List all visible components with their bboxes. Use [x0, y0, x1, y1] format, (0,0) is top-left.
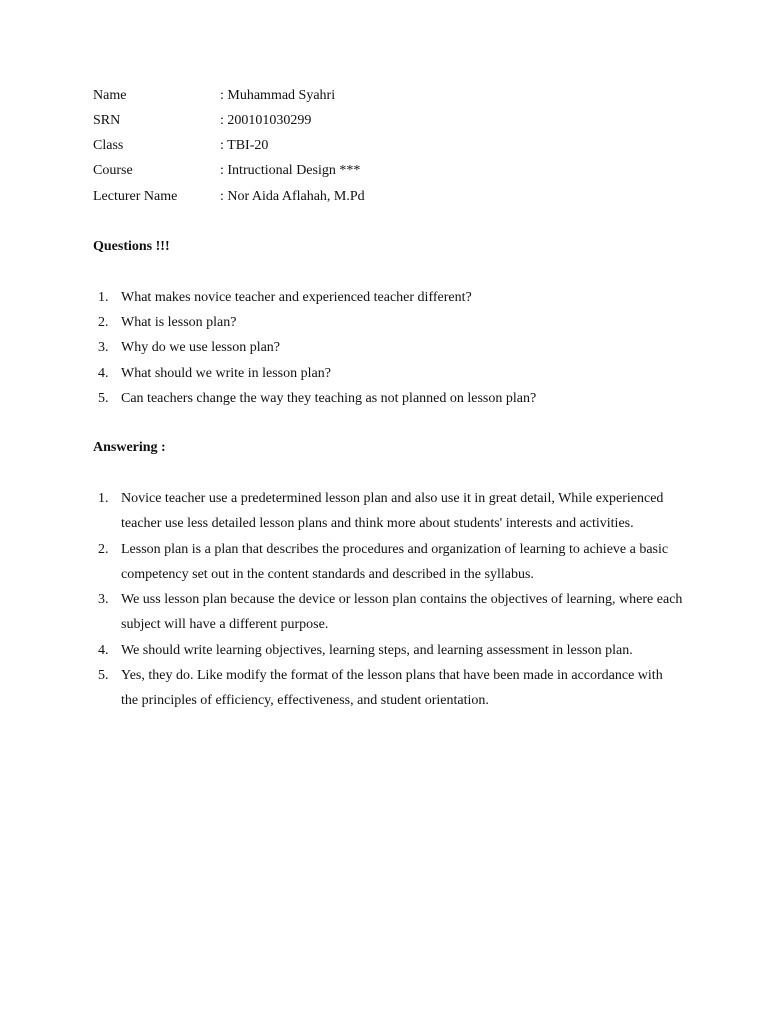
list-item [93, 285, 683, 310]
answer-text: Lesson plan is a plan that describes the procedures and organization of learning to achieve a basic competency set out in the content standards and described in the syllabus. [121, 541, 669, 582]
info-label: Course [93, 163, 133, 178]
list-item [93, 663, 683, 714]
info-label: Class [93, 138, 124, 153]
question-text: What makes novice teacher and experienced teacher different? [121, 290, 472, 305]
answer-text: We should write learning objectives, learning steps, and learning assessment in lesson plan. [121, 642, 633, 658]
list-number: 3. [98, 592, 109, 608]
questions-list [93, 285, 683, 411]
list-item [93, 587, 683, 638]
list-number: 5. [98, 668, 109, 684]
info-label: SRN [93, 113, 121, 128]
list-item [93, 335, 683, 360]
list-item [93, 537, 683, 588]
answers-list [93, 486, 683, 714]
info-value: : TBI-20 [220, 138, 269, 153]
info-label: Lecturer Name [93, 189, 178, 204]
list-number: 1. [98, 290, 109, 305]
list-number: 2. [98, 541, 109, 557]
info-value: : Muhammad Syahri [220, 88, 336, 103]
answer-text: We uss lesson plan because the device or lesson plan contains the objectives of learning, where each subject will have a different purpose. [121, 592, 683, 633]
info-value: : Intructional Design *** [220, 163, 361, 178]
list-item [93, 638, 683, 663]
question-text: Can teachers change the way they teaching as not planned on lesson plan? [121, 390, 537, 406]
list-item [93, 386, 683, 411]
answers-heading: Answering : [93, 440, 166, 455]
question-text: What should we write in lesson plan? [121, 365, 331, 381]
answer-text: Yes, they do. Like modify the format of the lesson plans that have been made in accordance with the principles of efficiency, effectiveness, and student orientation. [121, 668, 663, 709]
list-item [93, 486, 683, 537]
list-item [93, 310, 683, 335]
list-number: 5. [98, 390, 109, 406]
answer-text: Novice teacher use a predetermined lesson plan and also use it in great detail, While experienced teacher use less detailed lesson plans and think more about students' interests and activities. [121, 491, 664, 532]
list-number: 2. [98, 315, 109, 331]
info-value: : 200101030299 [220, 113, 312, 128]
question-text: Why do we use lesson plan? [121, 340, 281, 356]
list-item [93, 361, 683, 386]
question-text: What is lesson plan? [121, 315, 237, 331]
info-value: : Nor Aida Aflahah, M.Pd [220, 189, 365, 204]
list-number: 4. [98, 365, 109, 381]
list-number: 3. [98, 340, 109, 356]
questions-heading: Questions !!! [93, 239, 170, 254]
list-number: 4. [98, 642, 109, 658]
list-number: 1. [98, 491, 109, 506]
info-label: Name [93, 88, 127, 103]
